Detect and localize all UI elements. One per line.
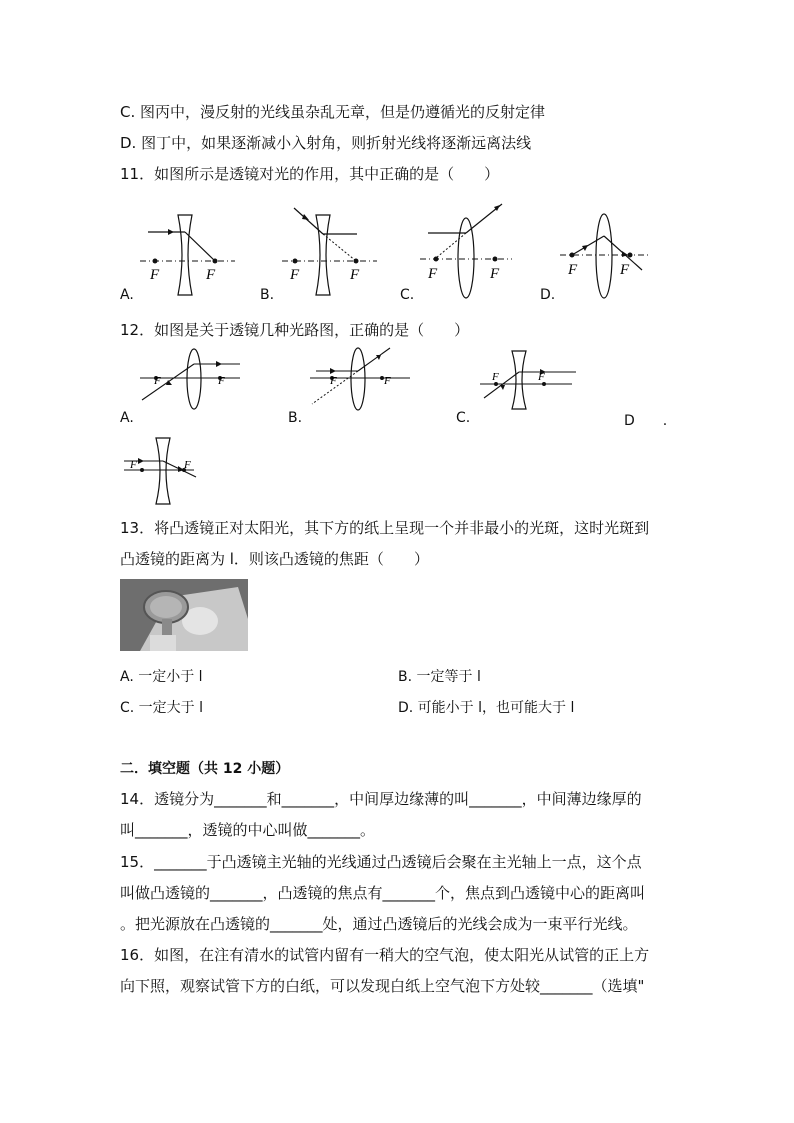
q11-figure-c <box>420 198 520 300</box>
q12-label-b: B. <box>288 410 303 426</box>
question-15-line2: 叫做凸透镜的_______，凸透镜的焦点有_______个，焦点到凸透镜中心的距离叫 <box>120 884 646 902</box>
focus-label: F <box>184 459 191 471</box>
q12-label-d: D . <box>624 413 668 429</box>
question-13-line2: 凸透镜的距离为 l．则该凸透镜的焦距（ ） <box>120 550 429 568</box>
question-16-line2: 向下照，观察试管下方的白纸，可以发现白纸上空气泡下方处较_______（选填" <box>120 977 645 995</box>
q11-label-c: C. <box>400 287 415 303</box>
option-d-text: D. 图丁中，如果逐渐减小入射角，则折射光线将逐渐远离法线 <box>120 134 532 152</box>
focus-label: F <box>150 267 160 283</box>
magnifier-photo <box>120 579 248 651</box>
focus-label: F <box>568 262 578 278</box>
focus-label: F <box>490 266 500 282</box>
q11-figure-a <box>140 205 240 300</box>
focus-label: F <box>218 375 225 387</box>
question-15-line3: 。把光源放在凸透镜的_______处，通过凸透镜后的光线会成为一束平行光线。 <box>120 915 638 933</box>
q12-figure-c <box>480 348 580 412</box>
q13-option-a: A. 一定小于 l <box>120 669 203 685</box>
q13-option-c: C. 一定大于 l <box>120 700 204 716</box>
question-14-line1: 14．透镜分为_______和_______，中间厚边缘薄的叫_______，中间薄边缘厚的 <box>120 790 642 808</box>
q12-figure-b <box>310 344 410 414</box>
q12-label-a: A. <box>120 410 134 426</box>
focus-label: F <box>290 267 300 283</box>
focus-label: F <box>130 459 137 471</box>
question-14-line2: 叫_______，透镜的中心叫做_______。 <box>120 821 376 839</box>
q13-option-d: D. 可能小于 l，也可能大于 l <box>398 700 575 716</box>
focus-label: F <box>206 267 216 283</box>
focus-label: F <box>428 266 438 282</box>
q11-figure-b <box>282 200 382 300</box>
focus-label: F <box>620 262 630 278</box>
q12-label-c: C. <box>456 410 471 426</box>
question-15-line1: 15．_______于凸透镜主光轴的光线通过凸透镜后会聚在主光轴上一点，这个点 <box>120 853 642 871</box>
focus-label: F <box>350 267 360 283</box>
question-13-line1: 13．将凸透镜正对太阳光，其下方的纸上呈现一个并非最小的光斑，这时光斑到 <box>120 519 650 537</box>
question-11: 11．如图所示是透镜对光的作用，其中正确的是（ ） <box>120 165 500 183</box>
q11-label-d: D. <box>540 287 556 303</box>
focus-label: F <box>384 375 391 387</box>
focus-label: F <box>330 375 337 387</box>
focus-label: F <box>154 375 161 387</box>
q11-label-b: B. <box>260 287 275 303</box>
q12-figure-a <box>140 346 240 412</box>
q11-figure-d <box>560 210 650 302</box>
question-16-line1: 16．如图，在注有清水的试管内留有一稍大的空气泡，使太阳光从试管的正上方 <box>120 946 650 964</box>
option-c-text: C. 图丙中，漫反射的光线虽杂乱无章，但是仍遵循光的反射定律 <box>120 103 546 121</box>
q13-option-b: B. 一定等于 l <box>398 669 481 685</box>
focus-label: F <box>492 371 499 383</box>
q11-label-a: A. <box>120 287 134 303</box>
section-heading: 二．填空题（共 12 小题） <box>120 761 290 777</box>
q12-figure-d <box>120 436 200 506</box>
question-12: 12．如图是关于透镜几种光路图，正确的是（ ） <box>120 321 470 339</box>
focus-label: F <box>538 371 545 383</box>
